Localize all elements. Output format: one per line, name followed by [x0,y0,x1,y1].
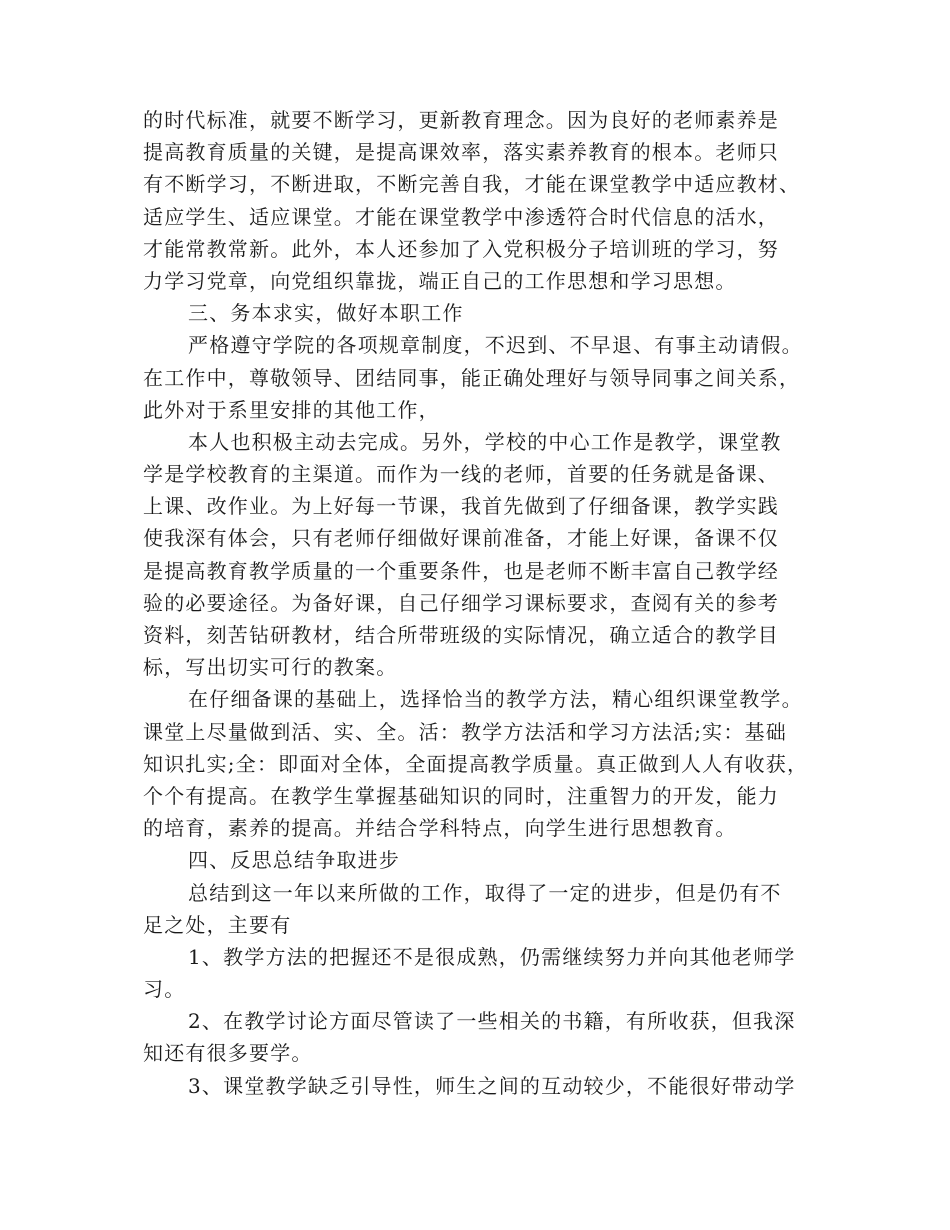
text-line: 个个有提高。在教学生掌握基础知识的同时，注重智力的开发，能力 [143,783,779,808]
text-line: 适应学生、适应课堂。才能在课堂教学中渗透符合时代信息的活水， [143,204,779,229]
text-line: 本人也积极主动去完成。另外，学校的中心工作是教学，课堂教 [188,429,782,454]
text-line: 才能常教常新。此外，本人还参加了入党积极分子培训班的学习，努 [143,236,779,261]
text-line: 使我深有体会，只有老师仔细做好课前准备，才能上好课，备课不仅 [143,526,779,551]
text-line: 课堂上尽量做到活、实、全。活：教学方法活和学习方法活;实：基础 [143,719,787,744]
text-line: 有不断学习，不断进取，不断完善自我，才能在课堂教学中适应教材、 [143,172,801,197]
text-line: 知还有很多要学。 [143,1041,313,1066]
text-line: 严格遵守学院的各项规章制度，不迟到、不早退、有事主动请假。 [188,333,803,358]
text-line: 学是学校教育的主渠道。而作为一线的老师，首要的任务就是备课、 [143,462,779,487]
text-line: 标，写出切实可行的教案。 [143,655,398,680]
text-line: 1、教学方法的把握还不是很成熟，仍需继续努力并向其他老师学 [188,944,796,969]
text-line: 在仔细备课的基础上，选择恰当的教学方法，精心组织课堂教学。 [188,687,803,712]
text-line: 知识扎实;全：即面对全体，全面提高教学质量。真正做到人人有收获， [143,751,809,776]
text-line: 上课、改作业。为上好每一节课，我首先做到了仔细备课，教学实践 [143,494,779,519]
text-line: 习。 [143,977,186,1002]
text-line: 此外对于系里安排的其他工作， [143,397,440,422]
text-line: 验的必要途径。为备好课，自己仔细学习课标要求，查阅有关的参考 [143,590,779,615]
text-line: 提高教育质量的关键，是提高课效率，落实素养教育的根本。老师只 [143,140,779,165]
text-line: 足之处，主要有 [143,912,292,937]
text-line: 2、在教学讨论方面尽管读了一些相关的书籍，有所收获，但我深 [188,1009,796,1034]
text-line: 的时代标准，就要不断学习，更新教育理念。因为良好的老师素养是 [143,108,779,132]
text-line: 在工作中，尊敬领导、团结同事，能正确处理好与领导同事之间关系， [143,365,801,390]
text-line: 的培育，素养的提高。并结合学科特点，向学生进行思想教育。 [143,816,737,841]
text-line: 是提高教育教学质量的一个重要条件，也是老师不断丰富自己教学经 [143,558,779,583]
text-line: 四、反思总结争取进步 [188,848,400,873]
text-line: 资料，刻苦钻研教材，结合所带班级的实际情况，确立适合的教学目 [143,623,779,647]
text-line: 3、课堂教学缺乏引导性，师生之间的互动较少，不能很好带动学 [188,1073,796,1098]
text-line: 总结到这一年以来所做的工作，取得了一定的进步，但是仍有不 [188,880,782,905]
text-line: 力学习党章，向党组织靠拢，端正自己的工作思想和学习思想。 [143,268,737,293]
document-body [143,104,823,1102]
text-line: 三、务本求实，做好本职工作 [188,301,464,326]
